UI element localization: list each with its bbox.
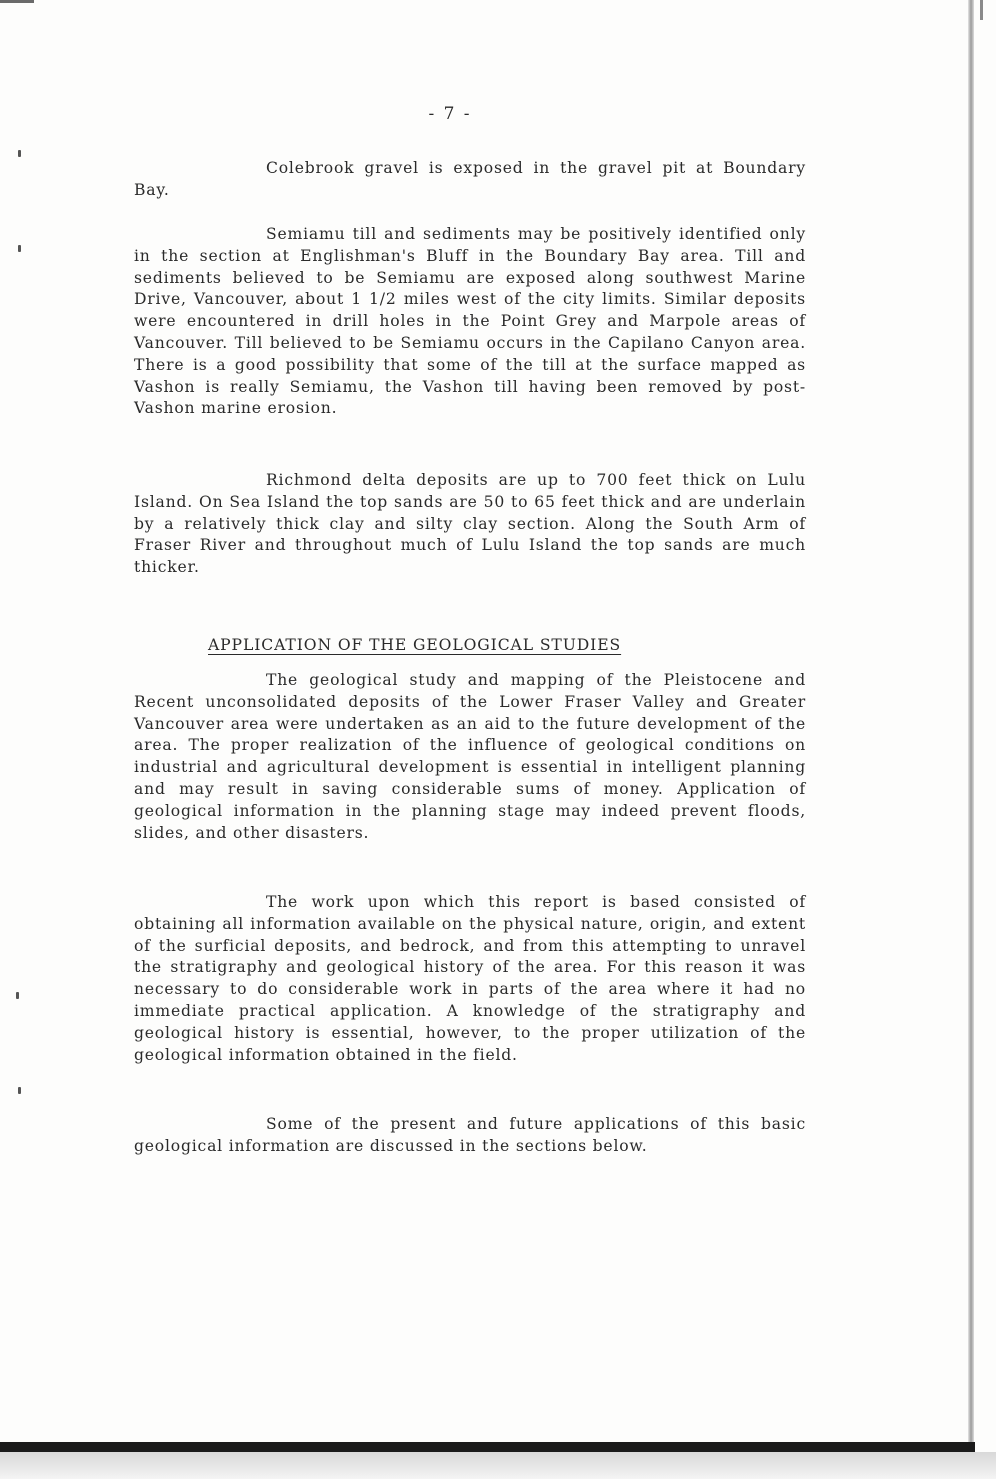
paragraph-text: The geological study and mapping of the Pleistocene and Recent unconsolidated deposits of the Lower Fraser Valley and Greater Vancouver area were undertaken as an aid to the future development of the area. The proper realization of the influence of geological conditions on industrial and agricultural development is essential in intelligent planning and may result in saving considerable sums of money. Application of geological information in the planning stage may indeed prevent floods, slides, and other disasters. [134, 671, 806, 842]
scan-artifact [18, 245, 21, 252]
scan-artifact [18, 1087, 21, 1094]
section-heading: APPLICATION OF THE GEOLOGICAL STUDIES [208, 636, 622, 654]
scan-artifact [980, 0, 983, 20]
paragraph-text: Some of the present and future applications of this basic geological information are discussed in the sections below. [134, 1115, 806, 1155]
page-number: - 7 - [428, 104, 472, 124]
paragraph-text: Semiamu till and sediments may be positively identified only in the section at Englishman's Bluff in the Boundary Bay area. Till and sediments believed to be Semiamu are exposed along southwest Marine Drive, Vancouver, about 1 1/2 miles west of the city limits. Similar deposits were encountered in drill holes in the Point Grey and Marpole areas of Vancouver. Till believed to be Semiamu occurs in the Capilano Canyon area. There is a good possibility that some of the till at the surface mapped as Vashon is really Semiamu, the Vashon till having been removed by post-Vashon marine erosion. [134, 225, 806, 418]
scan-artifact [0, 1452, 996, 1479]
scan-artifact [968, 0, 974, 1452]
scan-artifact [0, 0, 34, 3]
scan-artifact [0, 1442, 975, 1452]
paragraph-text: Colebrook gravel is exposed in the gravel pit at Boundary Bay. [134, 159, 806, 199]
scan-artifact [18, 150, 21, 157]
paragraph-text: The work upon which this report is based consisted of obtaining all information available on the physical nature, origin, and extent of the surficial deposits, and bedrock, and from this attempting to unravel the stratigraphy and geological history of the area. For this reason it was necessary to do considerable work in parts of the area where it had no immediate practical application. A knowledge of the stratigraphy and geological history is essential, however, to the proper utilization of the geological information obtained in the field. [134, 893, 806, 1064]
paragraph-text: Richmond delta deposits are up to 700 feet thick on Lulu Island. On Sea Island the top sands are 50 to 65 feet thick and are underlain by a relatively thick clay and silty clay section. Along the South Arm of Fraser River and throughout much of Lulu Island the top sands are much thicker. [134, 471, 806, 577]
paragraph [134, 224, 806, 420]
paragraph [134, 1114, 806, 1158]
paragraph [134, 158, 806, 202]
paragraph [134, 892, 806, 1066]
paragraph [134, 670, 806, 844]
paragraph [134, 470, 806, 579]
scan-artifact [16, 992, 19, 999]
